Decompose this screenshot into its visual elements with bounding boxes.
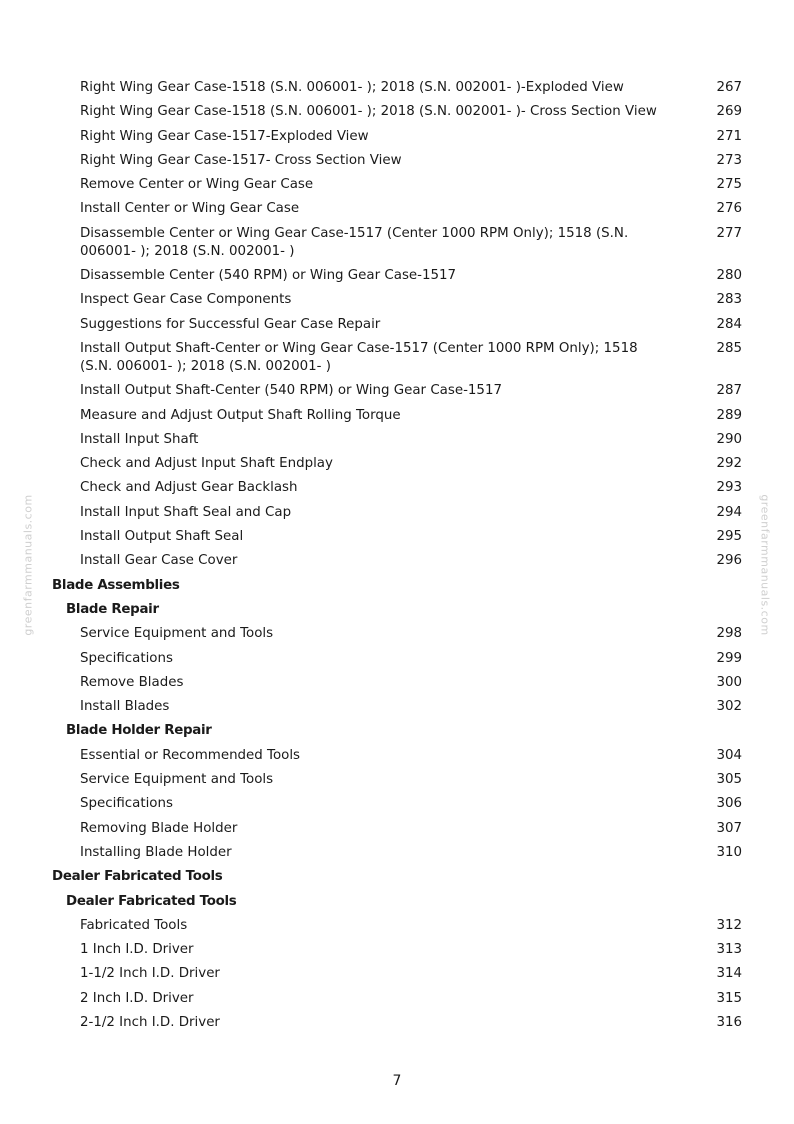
toc-entry-title: Right Wing Gear Case-1518 (S.N. 006001- ); 2018 (S.N. 002001- )-Exploded View	[80, 80, 624, 95]
toc-entry-page: 312	[716, 917, 742, 933]
toc-entry[interactable]	[0, 149, 794, 173]
toc-entry[interactable]	[0, 173, 794, 197]
toc-entry[interactable]	[0, 76, 794, 100]
toc-entry-title: Check and Adjust Gear Backlash	[80, 480, 298, 496]
toc-entry-title: Install Gear Case Cover	[80, 553, 238, 569]
toc-entry-page: 314	[716, 966, 742, 982]
toc-entry[interactable]	[0, 647, 794, 671]
toc-entry-title: Blade Repair	[66, 601, 159, 617]
toc-entry[interactable]	[0, 938, 794, 962]
toc-entry-title: Right Wing Gear Case-1517- Cross Section View	[80, 152, 402, 168]
toc-entry-page: 306	[716, 796, 742, 812]
toc-entry-title: Blade Assemblies	[52, 577, 180, 593]
toc-entry-title: Suggestions for Successful Gear Case Repair	[80, 316, 381, 332]
toc-entry[interactable]	[0, 264, 794, 288]
toc-entry-title: Install Output Shaft-Center (540 RPM) or Wing Gear Case-1517	[80, 383, 502, 399]
toc-entry[interactable]	[0, 476, 794, 500]
toc-entry-title: Specifications	[80, 650, 173, 666]
toc-entry-page: 310	[716, 844, 742, 860]
toc-entry-title: 1 Inch I.D. Driver	[80, 942, 194, 958]
toc-entry-page: 276	[716, 201, 742, 217]
toc-entry-title: 2-1/2 Inch I.D. Driver	[80, 1014, 220, 1030]
toc-entry[interactable]	[0, 501, 794, 525]
toc-entry[interactable]	[0, 768, 794, 792]
toc-entry-page: 273	[716, 152, 742, 168]
toc-entry-title: Install Output Shaft-Center or Wing Gear Case-1517 (Center 1000 RPM Only); 1518 (S.N. 006001- ); 2018 (S.N. 002001- )	[80, 340, 638, 374]
toc-entry-page: 289	[716, 407, 742, 423]
toc-entry-title: Check and Adjust Input Shaft Endplay	[80, 456, 333, 472]
toc-entry[interactable]	[0, 197, 794, 221]
toc-entry-page: 293	[716, 480, 742, 496]
toc-entry-page: 284	[716, 316, 742, 332]
page-number: 7	[392, 1073, 402, 1089]
toc-entry[interactable]	[0, 222, 794, 264]
toc-subsection-heading[interactable]	[0, 719, 794, 743]
toc-entry[interactable]	[0, 792, 794, 816]
toc-entry-title: Right Wing Gear Case-1517-Exploded View	[80, 128, 369, 144]
toc-entry-title: Fabricated Tools	[80, 917, 188, 933]
toc-entry[interactable]	[0, 125, 794, 149]
toc-entry-title: Service Equipment and Tools	[80, 626, 274, 642]
toc-entry-page: 313	[716, 942, 742, 958]
toc-entry-title: Install Input Shaft	[80, 431, 199, 447]
toc-entry-title: Installing Blade Holder	[80, 844, 232, 860]
toc-entry-title: Remove Blades	[80, 674, 184, 690]
toc-entry-title: 1-1/2 Inch I.D. Driver	[80, 966, 220, 982]
toc-entry-page: 295	[716, 529, 742, 545]
toc-entry-title: Dealer Fabricated Tools	[52, 869, 223, 885]
toc-entry-page: 290	[716, 431, 742, 447]
toc-section-heading[interactable]	[0, 574, 794, 598]
toc-entry-title: Install Center or Wing Gear Case	[80, 201, 300, 217]
toc-entry-page: 316	[716, 1014, 742, 1030]
toc-entry[interactable]	[0, 549, 794, 573]
toc-entry[interactable]	[0, 1011, 794, 1035]
toc-entry-page: 269	[716, 104, 742, 120]
toc-entry-title: Install Blades	[80, 699, 170, 715]
toc-entry-title: Specifications	[80, 796, 173, 812]
watermark-left: greenfarmmanuals.com	[21, 494, 35, 636]
toc-entry-title: Remove Center or Wing Gear Case	[80, 177, 314, 193]
toc-entry-page: 315	[716, 990, 742, 1006]
toc-entry[interactable]	[0, 987, 794, 1011]
toc-entry-title: Disassemble Center or Wing Gear Case-1517 (Center 1000 RPM Only); 1518 (S.N. 006001- ); 2018 (S.N. 002001- )	[80, 225, 629, 259]
toc-entry-title: Disassemble Center (540 RPM) or Wing Gear Case-1517	[80, 268, 457, 284]
toc-entry-page: 275	[716, 177, 742, 193]
toc-entry-title: 2 Inch I.D. Driver	[80, 990, 194, 1006]
toc-entry-page: 296	[716, 553, 742, 569]
table-of-contents	[0, 76, 794, 1035]
toc-entry[interactable]	[0, 622, 794, 646]
toc-entry[interactable]	[0, 962, 794, 986]
toc-entry[interactable]	[0, 695, 794, 719]
toc-entry-page: 307	[716, 820, 742, 836]
toc-section-heading[interactable]	[0, 865, 794, 889]
toc-entry[interactable]	[0, 452, 794, 476]
toc-entry-page: 267	[716, 80, 742, 95]
toc-entry-page: 277	[716, 225, 742, 241]
toc-entry[interactable]	[0, 100, 794, 124]
toc-entry-page: 283	[716, 292, 742, 308]
toc-entry-page: 287	[716, 383, 742, 399]
toc-entry-title: Install Input Shaft Seal and Cap	[80, 504, 292, 520]
toc-entry-page: 298	[716, 626, 742, 642]
toc-entry-page: 300	[716, 674, 742, 690]
toc-entry[interactable]	[0, 841, 794, 865]
toc-entry[interactable]	[0, 744, 794, 768]
toc-entry-title: Service Equipment and Tools	[80, 772, 274, 788]
toc-entry[interactable]	[0, 914, 794, 938]
toc-entry-title: Removing Blade Holder	[80, 820, 238, 836]
toc-entry-page: 285	[716, 340, 742, 356]
toc-entry-page: 299	[716, 650, 742, 666]
toc-entry[interactable]	[0, 313, 794, 337]
toc-entry-page: 294	[716, 504, 742, 520]
toc-entry[interactable]	[0, 337, 794, 379]
toc-entry-page: 271	[716, 128, 742, 144]
toc-entry-title: Dealer Fabricated Tools	[66, 893, 237, 909]
toc-entry-page: 305	[716, 772, 742, 788]
toc-entry-page: 302	[716, 699, 742, 715]
toc-entry-title: Inspect Gear Case Components	[80, 292, 292, 308]
toc-entry-page: 280	[716, 268, 742, 284]
toc-subsection-heading[interactable]	[0, 890, 794, 914]
toc-entry[interactable]	[0, 404, 794, 428]
toc-entry-title: Essential or Recommended Tools	[80, 747, 301, 763]
toc-entry-title: Right Wing Gear Case-1518 (S.N. 006001- ); 2018 (S.N. 002001- )- Cross Section View	[80, 104, 657, 120]
watermark-right: greenfarmmanuals.com	[758, 494, 772, 636]
toc-entry[interactable]	[0, 379, 794, 403]
toc-entry[interactable]	[0, 428, 794, 452]
toc-entry[interactable]	[0, 288, 794, 312]
toc-entry-title: Install Output Shaft Seal	[80, 529, 244, 545]
toc-entry[interactable]	[0, 525, 794, 549]
toc-entry[interactable]	[0, 817, 794, 841]
toc-entry-page: 304	[716, 747, 742, 763]
toc-entry-page: 292	[716, 456, 742, 472]
toc-entry[interactable]	[0, 671, 794, 695]
toc-entry-title: Blade Holder Repair	[66, 723, 212, 739]
toc-subsection-heading[interactable]	[0, 598, 794, 622]
toc-entry-title: Measure and Adjust Output Shaft Rolling Torque	[80, 407, 401, 423]
